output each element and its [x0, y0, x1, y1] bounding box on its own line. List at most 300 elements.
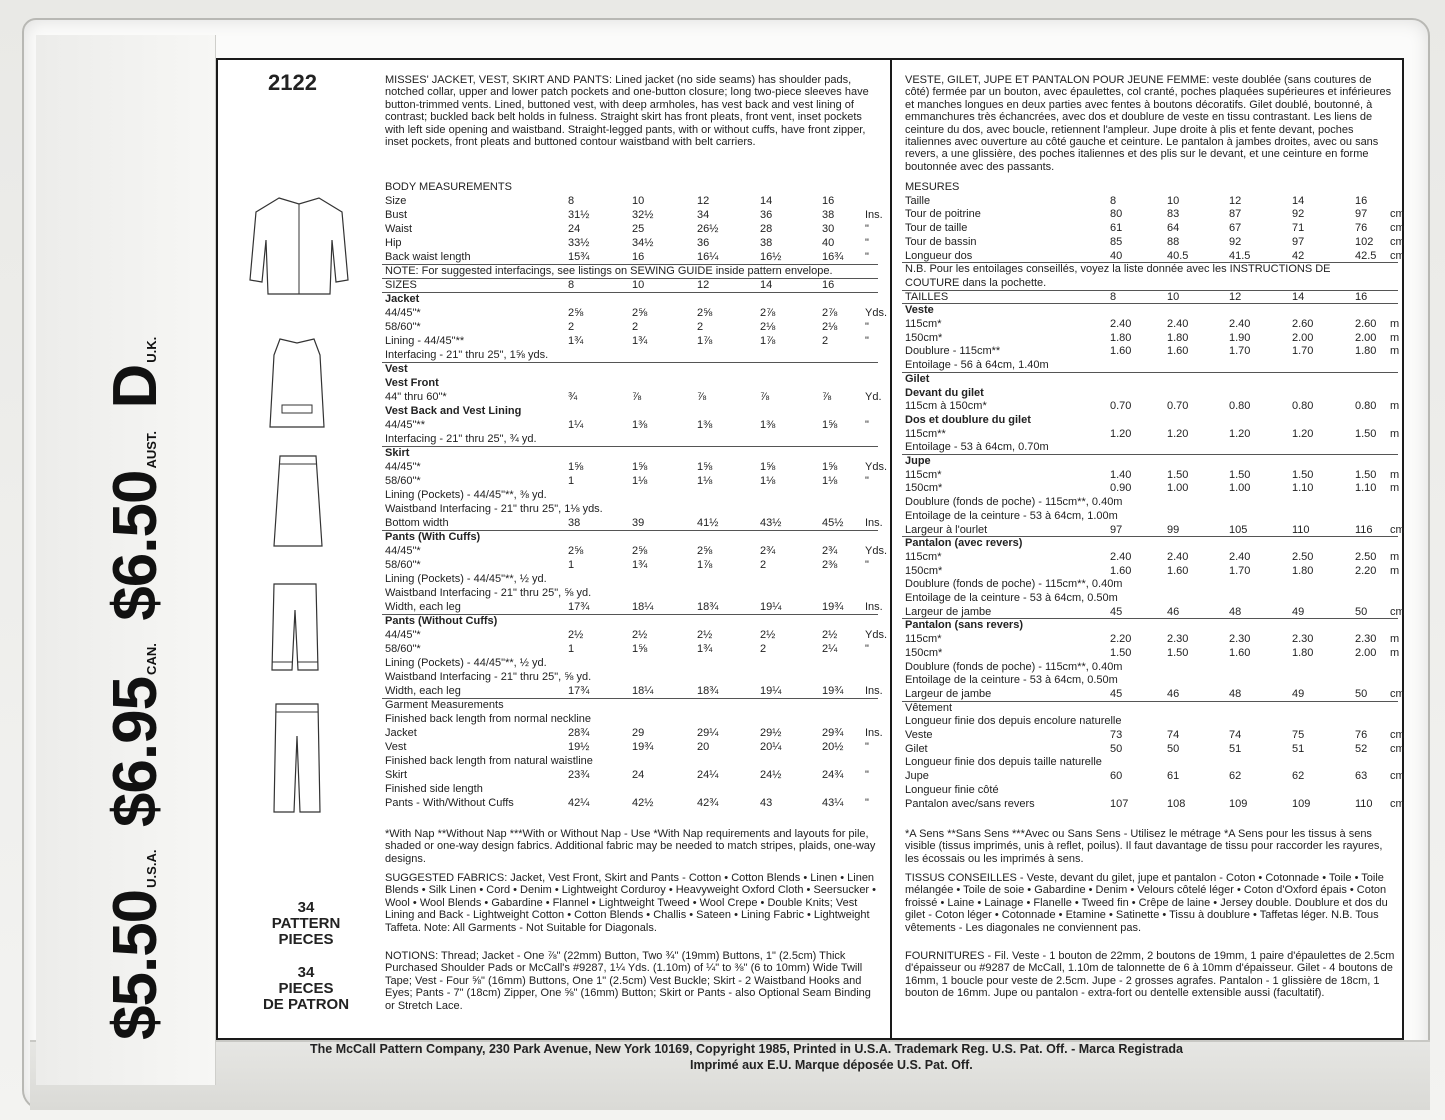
row-value: 1.60 [1229, 646, 1251, 659]
row-label: Doublure (fonds de poche) - 115cm**, 0.40m [905, 496, 1123, 509]
row-label: Interfacing - 21" thru 25", 1⅝ yds. [385, 349, 549, 361]
row-label: Finished side length [385, 783, 483, 795]
row-value: 92 [1229, 235, 1242, 248]
table-row [385, 643, 885, 656]
row-value: 74 [1229, 729, 1242, 741]
row-value: 32½ [632, 209, 654, 221]
row-value: cm [1390, 797, 1405, 810]
row-value: 107 [1110, 797, 1129, 810]
table-row [905, 332, 1405, 345]
row-value: 1⅞ [697, 559, 713, 571]
row-label: Lining (Pockets) - 44/45"**, ½ yd. [385, 573, 547, 585]
row-value: 2.40 [1110, 318, 1132, 330]
row-value: 50 [1167, 742, 1180, 755]
row-value: 18¼ [632, 685, 654, 697]
row-value: 23¾ [568, 769, 590, 781]
row-value: 14 [1292, 194, 1305, 207]
row-value: 1.10 [1292, 482, 1314, 495]
row-value: 1⅛ [760, 475, 776, 487]
row-value: 45 [1110, 605, 1123, 618]
table-row [905, 250, 1405, 263]
row-value: 42½ [632, 797, 654, 809]
row-label: 44/45"* [385, 307, 421, 319]
row-label: BODY MEASUREMENTS [385, 181, 512, 193]
table-row [385, 741, 885, 754]
row-value: 30 [822, 223, 835, 235]
row-value: m [1390, 646, 1400, 659]
row-label: Waist [385, 223, 413, 235]
row-value: 1⅛ [822, 475, 838, 487]
row-value: 1¾ [568, 335, 584, 347]
nap-note-en: *With Nap **Without Nap ***With or Without Nap - Use *With Nap requirements and layouts for pile, shaded or one-way design fabrics. Additional fabric may be needed to match stripes, plaids, one-way designs. [385, 828, 876, 865]
row-label: Skirt [385, 769, 407, 781]
row-value: 1⅜ [760, 419, 776, 431]
row-value: " [865, 419, 869, 431]
table-row [385, 293, 885, 306]
row-value: 2.60 [1292, 318, 1314, 330]
row-value: 43¼ [822, 797, 844, 809]
row-value: cm [1390, 729, 1405, 741]
row-value: 2⅝ [632, 545, 648, 557]
table-row [385, 195, 885, 208]
table-row [385, 685, 885, 698]
skirt-sketch [268, 452, 328, 552]
row-value: 1.80 [1110, 331, 1132, 344]
row-value: m [1390, 468, 1400, 481]
price-strip: $5.50U.S.A. $6.95CAN. $6.50AUST. DU.K. [101, 336, 170, 1040]
suggested-fabrics-fr: TISSUS CONSEILLES - Veste, devant du gilet, jupe et pantalon - Coton • Cotonnade • Toile • Toile mélangée • Toile de soie • Gabardine • Denim • Velours côtelé léger • Coton d'Oxford épais • Coton froissé • Laine • Lainage • Flanelle • Tweed fin • Crêpe de laine • Jersey double. Doublure et dos du gilet - Coton léger • Cotonnade • Etamine • Satinette • Tissu à doublure • Taffetas léger. N.B. Tous vêtements - Les diagonales ne conviennent pas. [905, 872, 1388, 934]
row-value: 48 [1229, 605, 1242, 618]
row-value: 24¼ [697, 769, 719, 781]
table-row [905, 236, 1405, 249]
row-value: ¾ [568, 391, 578, 403]
row-label: Tour de poitrine [905, 208, 981, 221]
table-row [905, 181, 1405, 194]
row-value: 42 [1292, 249, 1305, 262]
row-value: m [1390, 564, 1400, 577]
row-label: 44/45"* [385, 629, 421, 641]
row-label: Jacket [385, 293, 420, 305]
row-value: 2.30 [1292, 633, 1314, 646]
row-value: 20¼ [760, 741, 782, 753]
table-row [385, 363, 885, 376]
row-value: 34½ [632, 237, 654, 249]
suggested-fabrics-en: SUGGESTED FABRICS: Jacket, Vest Front, Skirt and Pants - Cotton • Cotton Blends • Linen • Linen Blends • Silk Linen • Cord • Denim • Lightweight Corduroy • Heavyweight Oxford Cloth • Seersucker • Wool • Wool Blends • Gabardine • Flannel • Lightweight Tweed • Wool Crepe • Double Knits; Vest Lining and Back - Lightweight Cotton • Cotton Blends • Challis • Sateen • Lining Fabric • Lightweight Taffeta. Note: All Garments - Not Suitable for Diagonals. [385, 872, 877, 934]
table-row [385, 237, 885, 250]
row-value: " [865, 335, 869, 347]
row-label: Gilet [905, 742, 928, 755]
row-value: ⅞ [760, 391, 770, 403]
row-label: Longueur finie dos depuis encolure naturelle [905, 715, 1122, 728]
table-row [905, 222, 1405, 235]
row-value: Yds. [865, 545, 888, 557]
notions-en: NOTIONS: Thread; Jacket - One ⅞" (22mm) Button, Two ¾" (19mm) Buttons, 1" (2.5cm) Thick Purchased Shoulder Pads or McCall's #9287, 1¼ Yds. (1.10m) of ¼" to ⅜" (6 to 10mm) Wide Twill Tape; Vest - Four ⅝" (16mm) Buttons, One 1" (2.5cm) Vest Buckle; Skirt - 2 Waistband Hooks and Eyes; Pants - 7" (18cm) Zipper, One ⅝" (16mm) Button; Skirt or Pants - also Optional Seam Binding or Stretch Lace. [385, 950, 871, 1012]
row-label: 150cm* [905, 331, 943, 344]
row-value: 34 [697, 209, 710, 221]
row-value: Yds. [865, 307, 888, 319]
row-value: " [865, 741, 869, 753]
table-row [905, 756, 1405, 769]
row-value: 2 [822, 335, 829, 347]
row-value: Yd. [865, 391, 882, 403]
table-row [905, 208, 1405, 221]
row-label: 115cm* [905, 633, 942, 646]
row-value: 67 [1229, 222, 1242, 235]
row-value: 12 [697, 195, 710, 207]
table-row [905, 661, 1405, 674]
row-value: 1.70 [1229, 345, 1251, 358]
row-value: 18¾ [697, 685, 719, 697]
row-value: 2.40 [1229, 318, 1251, 330]
row-value: 1.50 [1292, 468, 1314, 481]
row-value: 50 [1110, 742, 1123, 755]
row-value: 46 [1167, 687, 1180, 700]
row-value: 73 [1110, 729, 1123, 741]
row-label: Interfacing - 21" thru 25", ¾ yd. [385, 433, 537, 445]
row-value: 110 [1355, 797, 1373, 810]
row-value: 2¾ [760, 545, 776, 557]
row-label: Bottom width [385, 517, 449, 529]
row-value: 64 [1167, 222, 1180, 235]
row-label: COUTURE dans la pochette. [905, 276, 1047, 289]
pants-cuffed-sketch [260, 580, 330, 680]
table-row [905, 565, 1405, 578]
row-value: 87 [1229, 208, 1242, 221]
row-value: 2 [632, 321, 639, 333]
row-value: 10 [1167, 290, 1180, 303]
row-value: 0.80 [1355, 400, 1377, 413]
row-label: Doublure (fonds de poche) - 115cm**, 0.40m [905, 660, 1123, 673]
row-value: 46 [1167, 605, 1180, 618]
row-value: 1⅞ [760, 335, 776, 347]
footer-copyright: The McCall Pattern Company, 230 Park Avenue, New York 10169, Copyright 1985, Printed in U.S.A. Trademark Reg. U.S. Pat. Off. - Marca Registrada [310, 1042, 1183, 1056]
row-value: 10 [632, 279, 645, 291]
row-label: Hip [385, 237, 402, 249]
table-row [385, 279, 885, 292]
row-value: " [865, 797, 869, 809]
row-value: cm [1390, 208, 1405, 221]
row-value: 0.70 [1167, 400, 1189, 413]
row-value: 71 [1292, 222, 1305, 235]
row-label: Entoilage de la ceinture - 53 à 64cm, 0.50m [905, 592, 1118, 604]
row-value: 31½ [568, 209, 590, 221]
row-value: 29¾ [822, 727, 844, 739]
row-value: 16 [632, 251, 645, 263]
row-value: 1⅜ [632, 419, 648, 431]
row-value: 1¼ [568, 419, 584, 431]
row-value: " [865, 475, 869, 487]
row-value: 2 [760, 559, 767, 571]
row-value: 8 [568, 195, 575, 207]
row-value: ⅞ [822, 391, 832, 403]
row-label: Taille [905, 194, 931, 207]
row-value: 1 [568, 559, 575, 571]
row-label: Finished back length from normal neckline [385, 713, 592, 725]
row-value: 0.90 [1110, 482, 1132, 495]
row-value: 109 [1292, 797, 1311, 810]
row-value: 102 [1355, 235, 1374, 248]
table-row [385, 559, 885, 572]
description-en: MISSES' JACKET, VEST, SKIRT AND PANTS: Lined jacket (no side seams) has shoulder pads, notched collar, upper and lower patch pockets and one-button closure; long two-piece sleeves have button-trimmed vents. Lined, buttoned vest, with deep armholes, has vest back and vest lining of contrast; buckled back belt holds in fulness. Straight skirt has front pleats, front vent, inset pockets with left side opening and waistband. Straight-legged pants, with or without cuffs, have front zipper, inset pockets, front pleats and buttoned contour waistband with belt carriers. [385, 74, 869, 149]
row-value: Yds. [865, 629, 888, 641]
table-row [905, 400, 1405, 413]
row-label: Lining (Pockets) - 44/45"**, ⅜ yd. [385, 489, 547, 501]
row-label: 58/60"* [385, 475, 421, 487]
row-label: Pants (Without Cuffs) [385, 615, 498, 627]
row-label: 44/45"* [385, 545, 421, 557]
row-label: Longueur finie côté [905, 783, 999, 796]
row-value: 19¾ [632, 741, 654, 753]
row-value: 8 [1110, 290, 1117, 303]
row-value: 2.40 [1167, 550, 1189, 563]
row-label: 58/60"* [385, 321, 421, 333]
row-label: Pantalon avec/sans revers [905, 797, 1035, 810]
row-value: 1⅝ [632, 643, 648, 655]
row-value: 116 [1355, 523, 1373, 536]
row-value: 40 [1110, 249, 1123, 262]
row-value: 2.00 [1292, 331, 1314, 344]
price-uk: D [101, 364, 170, 409]
notions-fr: FOURNITURES - Fil. Veste - 1 bouton de 22mm, 2 boutons de 19mm, 1 paire d'épaulettes de 2.5cm d'épaisseur ou #9287 de McCall, 1.10m de talonnette de 6 à 10mm d'épaisseur. Gilet - 4 boutons de 16mm, 1 boucle pour veste de 2.5cm. Jupe - 2 grosses agrafes. Pantalon - 1 glissière de 18cm, 1 bouton de 16mm. Jupe ou pantalon - extra-fort ou dentelle extensible aussi (facultatif). [905, 950, 1395, 1000]
row-value: 1.00 [1229, 482, 1251, 495]
table-row [905, 592, 1405, 605]
row-label: 44" thru 60"* [385, 391, 447, 403]
table-row [385, 727, 885, 740]
row-value: 42.5 [1355, 249, 1377, 262]
table-row [385, 769, 885, 782]
table-row [385, 517, 885, 530]
language-divider [890, 58, 892, 1040]
row-value: 1⅝ [822, 461, 838, 473]
row-value: 0.80 [1229, 400, 1251, 413]
price-can: $6.95 [101, 676, 170, 828]
row-value: m [1390, 550, 1400, 563]
row-value: 1.50 [1167, 468, 1189, 481]
row-value: cm [1390, 523, 1405, 536]
table-row [385, 657, 885, 670]
row-value: cm [1390, 742, 1405, 755]
table-row [385, 615, 885, 628]
row-label: Waistband Interfacing - 21" thru 25", ⅝ yd. [385, 587, 592, 599]
row-value: 14 [760, 279, 773, 291]
table-row [905, 496, 1405, 509]
row-value: 1¾ [697, 643, 713, 655]
table-row [905, 510, 1405, 523]
table-row [905, 469, 1405, 482]
row-label: Lining (Pockets) - 44/45"**, ½ yd. [385, 657, 547, 669]
table-row [905, 304, 1405, 317]
row-value: 12 [697, 279, 710, 291]
row-label: 150cm* [905, 482, 943, 495]
row-value: 48 [1229, 687, 1242, 700]
row-value: ⅞ [697, 391, 707, 403]
row-value: 2½ [632, 629, 648, 641]
row-value: 16 [1355, 290, 1368, 303]
row-value: 1⅝ [760, 461, 776, 473]
row-value: 24¾ [822, 769, 844, 781]
table-row [905, 770, 1405, 783]
row-value: 1⅜ [697, 419, 713, 431]
row-value: 1⅝ [568, 461, 584, 473]
row-value: 28 [760, 223, 773, 235]
row-label: Doublure (fonds de poche) - 115cm**, 0.40m [905, 578, 1123, 591]
table-row [385, 783, 885, 796]
row-value: ⅞ [632, 391, 642, 403]
row-label: Largeur de jambe [905, 605, 992, 618]
row-value: 2½ [697, 629, 713, 641]
table-row [385, 419, 885, 432]
row-value: 85 [1110, 235, 1123, 248]
row-value: cm [1390, 605, 1405, 618]
table-row [385, 321, 885, 334]
row-value: " [865, 643, 869, 655]
row-value: 1 [568, 643, 575, 655]
table-row [385, 503, 885, 516]
row-value: 108 [1167, 797, 1186, 810]
row-label: Jupe [905, 455, 931, 467]
row-value: m [1390, 482, 1400, 495]
row-label: Gilet [905, 372, 930, 385]
row-label: TAILLES [905, 290, 949, 303]
row-label: SIZES [385, 279, 417, 291]
row-value: 1.90 [1229, 331, 1251, 344]
row-value: Ins. [865, 209, 883, 221]
row-value: 28¾ [568, 727, 590, 739]
row-value: Ins. [865, 727, 883, 739]
row-value: 29½ [760, 727, 782, 739]
row-value: 24 [568, 223, 581, 235]
row-label: 44/45"* [385, 461, 421, 473]
row-value: 1.50 [1167, 646, 1189, 659]
table-row [905, 784, 1405, 797]
row-label: Pantalon (avec revers) [905, 537, 1023, 550]
row-value: 83 [1167, 208, 1180, 221]
table-row [905, 633, 1405, 646]
table-row [905, 441, 1405, 454]
row-value: 60 [1110, 770, 1123, 783]
row-label: Vest [385, 363, 408, 375]
price-usa: $5.50 [101, 889, 170, 1040]
row-value: 2.50 [1292, 550, 1314, 563]
row-value: 2 [568, 321, 575, 333]
row-value: Yds. [865, 461, 888, 473]
row-label: Entoilage - 56 à 64cm, 1.40m [905, 359, 1049, 372]
row-value: 1.80 [1167, 331, 1189, 344]
row-value: 2.40 [1110, 550, 1132, 563]
row-value: 15¾ [568, 251, 590, 263]
pattern-pieces-en: 34 PATTERN PIECES [271, 899, 341, 948]
row-value: 110 [1292, 523, 1310, 536]
row-value: 97 [1355, 208, 1368, 221]
row-label: Lining - 44/45"** [385, 335, 465, 347]
row-value: 50 [1355, 605, 1368, 618]
table-row [385, 699, 885, 712]
table-row [905, 428, 1405, 441]
row-value: 2½ [760, 629, 776, 641]
row-value: 1 [568, 475, 575, 487]
row-label: Tour de taille [905, 222, 968, 235]
row-value: 1.10 [1355, 482, 1377, 495]
row-value: m [1390, 318, 1400, 330]
row-value: 38 [822, 209, 835, 221]
row-value: 0.80 [1292, 400, 1314, 413]
row-value: 1¾ [632, 559, 648, 571]
row-label: Vêtement [905, 701, 953, 714]
row-value: 1.60 [1167, 564, 1189, 577]
row-value: 2.40 [1229, 550, 1251, 563]
table-row [905, 373, 1405, 386]
row-label: Pants - With/Without Cuffs [385, 797, 514, 809]
row-value: 51 [1229, 742, 1242, 755]
row-value: 29¼ [697, 727, 719, 739]
table-row [905, 195, 1405, 208]
row-value: 45 [1110, 687, 1123, 700]
table-row [905, 688, 1405, 701]
description-fr: VESTE, GILET, JUPE ET PANTALON POUR JEUNE FEMME: veste doublée (sans coutures de côté) fermée par un bouton, avec épaulettes, col cranté, poches plaquées supérieures et inférieures et manches longues en deux parties avec fentes à boutons décoratifs. Gilet doublé, boutonné, à emmanchures très échancrées, avec dos et doublure de veste en tissu contrastant. Les liens de ceinture du dos, avec boucle, retiennent l'ampleur. Jupe droite à plis et fente devant, poches italiennes avec ouverture au côté gauche et ceinture. Le pantalon à jambes droites, avec ou sans revers, a une glissière, des poches italiennes et des plis sur le devant, et une ceinture en forme boutonnée avec des passants. [905, 74, 1392, 173]
row-value: 2⅜ [822, 559, 838, 571]
row-value: 14 [760, 195, 773, 207]
row-value: 2¼ [822, 643, 838, 655]
table-row [385, 531, 885, 544]
row-value: m [1390, 633, 1400, 646]
table-row [385, 447, 885, 460]
row-value: 17¾ [568, 601, 590, 613]
pants-sketch [262, 700, 332, 820]
row-value: 10 [632, 195, 645, 207]
row-label: Pantalon (sans revers) [905, 619, 1023, 632]
row-value: 26½ [697, 223, 719, 235]
row-label: Largeur de jambe [905, 687, 992, 700]
row-value: 10 [1167, 194, 1180, 207]
row-value: 2⅝ [568, 307, 584, 319]
row-label: Vest [385, 741, 407, 753]
row-label: Dos et doublure du gilet [905, 413, 1031, 426]
row-label: Width, each leg [385, 685, 461, 697]
table-row [385, 601, 885, 614]
row-value: 42¼ [568, 797, 590, 809]
row-value: 16 [822, 279, 835, 291]
row-value: 41.5 [1229, 249, 1251, 262]
table-row [385, 755, 885, 768]
row-value: 38 [568, 517, 581, 529]
row-value: " [865, 321, 869, 333]
row-value: 1⅝ [697, 461, 713, 473]
row-value: Ins. [865, 685, 883, 697]
row-label: 150cm* [905, 564, 943, 577]
row-value: 109 [1229, 797, 1248, 810]
row-value: 39 [632, 517, 645, 529]
row-value: 1⅝ [822, 419, 838, 431]
table-row [385, 209, 885, 222]
row-label: Largeur à l'ourlet [905, 523, 988, 536]
row-value: 61 [1167, 770, 1180, 783]
row-value: 19¾ [822, 601, 844, 613]
table-row [385, 265, 885, 278]
row-value: 18¾ [697, 601, 719, 613]
row-value: 1.20 [1167, 427, 1189, 440]
row-value: 14 [1292, 290, 1305, 303]
row-value: m [1390, 331, 1400, 344]
row-label: Garment Measurements [385, 699, 504, 711]
row-value: 1.60 [1110, 345, 1132, 358]
table-row [905, 524, 1405, 537]
row-value: 1.50 [1229, 468, 1251, 481]
row-value: 49 [1292, 687, 1305, 700]
row-value: 36 [760, 209, 773, 221]
row-value: 2.20 [1355, 564, 1377, 577]
row-label: MESURES [905, 181, 960, 193]
row-value: Ins. [865, 601, 883, 613]
